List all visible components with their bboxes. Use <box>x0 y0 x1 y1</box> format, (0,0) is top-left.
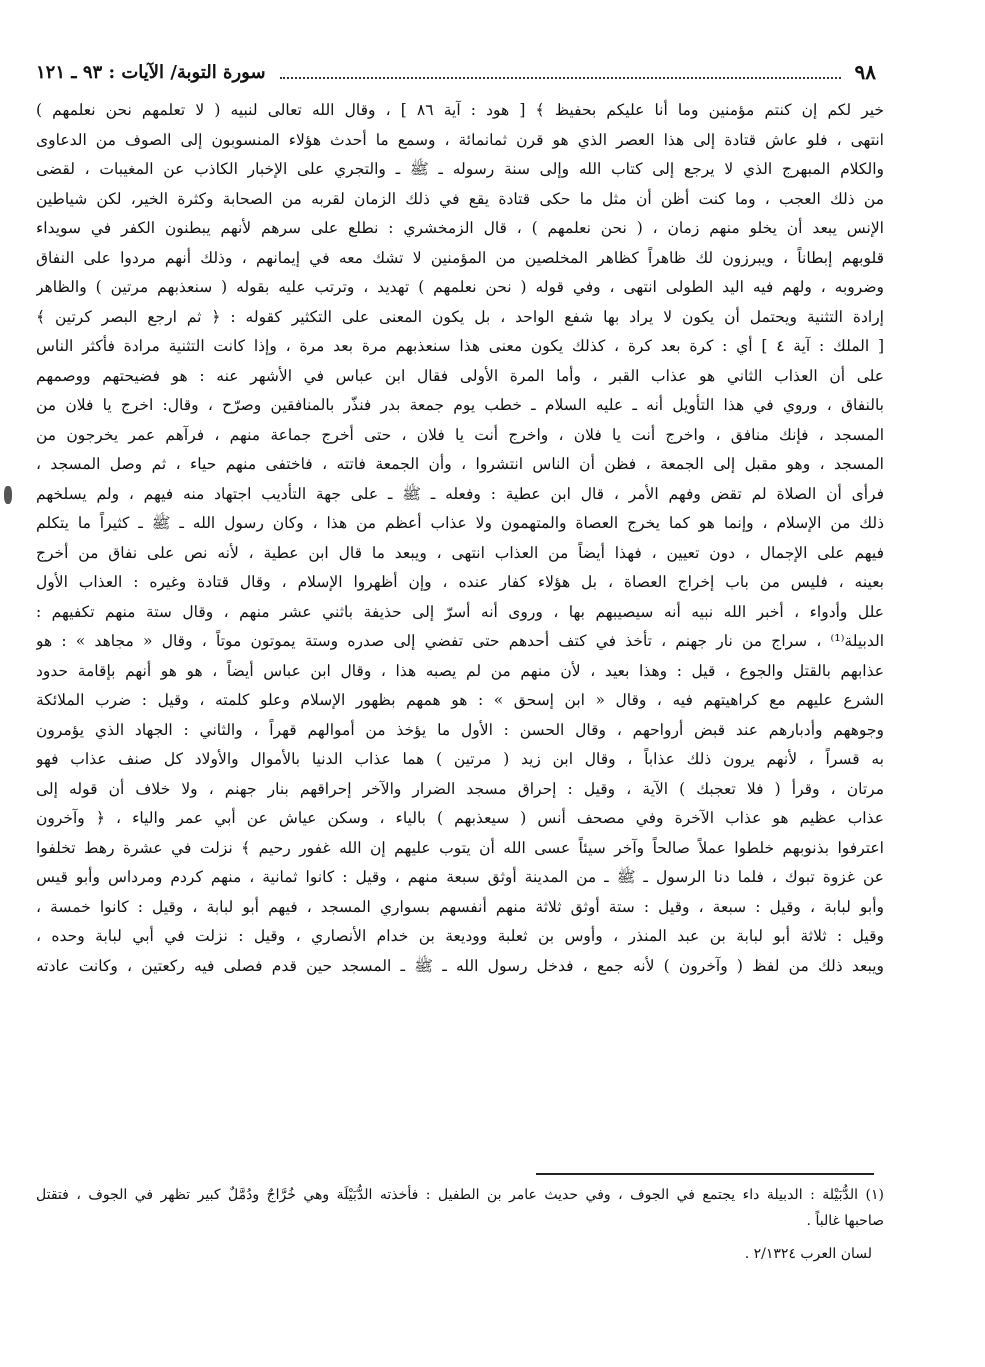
text-line: المسجد ، فإنك منافق ، واخرج أنت يا فلان ، واخرج أنت يا فلان ، حتى أخرج جماعة منهم ، فرآهم عمر يخرجون من <box>36 425 884 444</box>
text-line: علل وأدواء ، أخبر الله نبيه أنه سيصيبهم بها ، وروى أنه أسرّ إلى حذيفة باثني عشر منهم ، وقال ستة منهم تكفيهم : <box>36 602 884 621</box>
text-line: خير لكم إن كنتم مؤمنين وما أنا عليكم بحفيظ ﴾ [ هود : آية ٨٦ ] ، وقال الله تعالى لنبيه ( لا تعلمهم نحن نعلمهم ) <box>36 101 884 119</box>
footnote <box>36 1182 884 1234</box>
text-line: على أن العذاب الثاني هو عذاب القبر ، وأما المرة الأولى فقال ابن عباس في الأشهر عنه : هو فضيحتهم ووصمهم <box>36 366 884 385</box>
text-line: قلوبهم إبطاناً ، ويبرزون لك ظاهراً كظاهر المخلصين من المؤمنين لا تشك معه في إيمانهم ، وذلك أنهم مردوا على النفاق <box>36 248 884 267</box>
text-line: ويبعد ذلك من لفظ ( وآخرون ) لأنه جمع ، فدخل رسول الله ـ ﷺ ـ المسجد حين قدم فصلى فيه ركعتين ، وكانت عادته <box>36 956 884 975</box>
text-line: عذاب عظيم هو عذاب الآخرة وفي مصحف أنس ( سيعذبهم ) بالياء ، وسكن عياش عن أبي عمر والياء ، ﴿ وآخرون <box>36 809 884 827</box>
text-line: اعترفوا بذنوبهم خلطوا عملاً صالحاً وآخر سيئاً عسى الله أن يتوب عليهم إن الله غفور رحيم ﴾ نزلت في عشرة رهط تخلفوا <box>36 838 884 857</box>
running-title: سورة التوبة/ الآيات : ٩٣ ـ ١٢١ <box>36 61 266 83</box>
header-dot-leader <box>280 65 841 79</box>
text-line: مرتان ، وقرأ ( فلا تعجبك ) الآية ، وقيل : إحراق مسجد الضرار والآخر إحراقهم بنار جهنم ، ولا خلاف أن قوله إلى <box>36 779 884 798</box>
page-header <box>36 55 876 89</box>
margin-ink-mark <box>4 486 12 504</box>
text-line: وضروبه ، ولهم فيه اليد الطولى انتهى ، وفي قوله ( نحن نعلمهم ) تهديد ، وترتب عليه بقوله ( سنعذبهم مرتين ) والظاهر <box>36 278 884 296</box>
page-number: ٩٨ <box>854 60 876 84</box>
text-line: إرادة التثنية ويحتمل أن يكون لا يراد بها شفع الواحد ، بل يكون المعنى على التكثير كقوله : ﴿ ثم ارجع البصر كرتين ﴾ <box>36 307 884 326</box>
text-line: الشرع عليهم مع كراهيتهم فيه ، وقال « ابن إسحق » : هو همهم بظهور الإسلام وعلو كلمته ، وقيل : ضرب الملائكة <box>36 691 884 709</box>
text-line: انتهى ، فلو عاش قتادة إلى هذا العصر الذي هو قرن ثمانمائة ، وسمع ما أحدث هؤلاء المنسوبون إلى الصوف من الدعاوى <box>36 130 884 149</box>
text-line: فرأى أن الصلاة لم تقض وفهم الأمر ، قال ابن عطية : وفعله ـ ﷺ ـ على جهة التأديب اجتهاد منه فيهم ، ولم يسلخهم <box>36 484 884 503</box>
text-line: ذلك من الإسلام ، وإنما هو كما يخرج العصاة والمتهمون ولا عذاب أعظم من هذا ، وكان رسول الله ـ ﷺ ـ كثيراً ما يتكلم <box>36 514 884 532</box>
text-line: بعينه ، فليس من باب إخراج العصاة ، بل هؤلاء كفار عنده ، وإن أظهروا الإسلام ، وقال قتادة وغيره : العذاب الأول <box>36 573 884 591</box>
text-line: عن غزوة تبوك ، فلما دنا الرسول ـ ﷺ ـ من المدينة أوثق سبعة منهم ، وقيل : كانوا ثمانية ، منهم كردم ومرداس وأبو قيس <box>36 868 884 886</box>
text-line: من ذلك العجب ، وما كنت أظن أن مثل ما حكى قتادة يقع في ذلك الزمان لقربه من الصحابة وكثرة الخير، لكن شياطين <box>36 189 884 208</box>
text-line: [ الملك : آية ٤ ] أي : كرة بعد كرة ، كذلك يكون معنى هذا سنعذبهم مرة بعد مرة ، وإذا كانت التثنية مرادة فأكثر الناس <box>36 337 884 355</box>
text-line: الدبيلة⁽¹⁾ ، سراج من نار جهنم ، تأخذ في كتف أحدهم حتى تفضي إلى صدره وستة يموتون موتاً ، وقال « مجاهد » : هو <box>36 632 884 650</box>
text-line: الإنس يبعد أن يخلو منهم زمان ، ( نحن نعلمهم ) ، قال الزمخشري : نطلع على سرهم لأنهم يبطنون الكفر في سويداء <box>36 219 884 237</box>
text-line: والكلام المبهرج الذي لا يرجع إلى كتاب الله وإلى سنة رسوله ـ ﷺ ـ والتجري على الإخبار الكاذب عن المغيبات ، لقضى <box>36 160 884 178</box>
text-line: عذابهم بالقتل والجوع ، قيل : وهذا بعيد ، لأن منهم من لم يصبه هذا ، وقال ابن عباس أيضاً ، هو هو أنهم بإقامة حدود <box>36 661 884 680</box>
main-text <box>36 96 884 981</box>
text-line: بالنفاق ، وروي في هذا التأويل أنه ـ عليه السلام ـ خطب يوم جمعة بدر فنذّر بالمنافقين وصرّح ، وقال: اخرج يا فلان من <box>36 396 884 414</box>
footnote-source: لسان العرب ٢/١٣٢٤ . <box>744 1246 872 1262</box>
text-line: وجوههم وأدبارهم عند قبض أرواحهم ، وقال الحسن : الأول ما يؤخذ من أموالهم قهراً ، والثاني : الجهاد الذي يؤمرون <box>36 720 884 739</box>
text-line: وقيل : ثلاثة أبو لبابة بن عبد المنذر ، وأوس بن ثعلبة ووديعة بن خدام الأنصاري ، وقيل : نزلت في أبي لبابة وحده ، <box>36 927 884 945</box>
text-line: المسجد ، وهو مقبل إلى الجمعة ، فظن أن الناس انتشروا ، وأن الجمعة فاتته ، فاختفى منهم حياء ، ثم وصل المسجد ، <box>36 455 884 473</box>
footnote-separator <box>536 1173 874 1175</box>
text-line: فيهم على الإجمال ، دون تعيين ، فهذا أيضاً من العذاب انتهى ، ويبعد ما قال ابن عطية ، لأنه نص على نفاق من أخرج <box>36 543 884 562</box>
footnote-line: (١) الدُّبَيْلة : الدبيلة داء يجتمع في الجوف ، وفي حديث عامر بن الطفيل : فأخذته الدُّبَيْلَة وهي خُرَّاجٌ ودُمَّلٌ كبير تظهر في الجوف ، فتقتل <box>36 1187 884 1203</box>
footnote-line: صاحبها غالباً . <box>806 1213 884 1229</box>
text-line: وأبو لبابة ، وقيل : سبعة ، وقيل : ستة أوثق ثلاثة منهم أنفسهم بسواري المسجد ، فيهم أبو لبابة ، وقيل : كانوا خمسة ، <box>36 897 884 916</box>
text-line: به قسراً ، لأنهم يرون ذلك عذاباً ، وقال ابن زيد ( مرتين ) هما عذاب الدنيا بالأموال والأولاد كل صنف عذاب فهو <box>36 750 884 768</box>
